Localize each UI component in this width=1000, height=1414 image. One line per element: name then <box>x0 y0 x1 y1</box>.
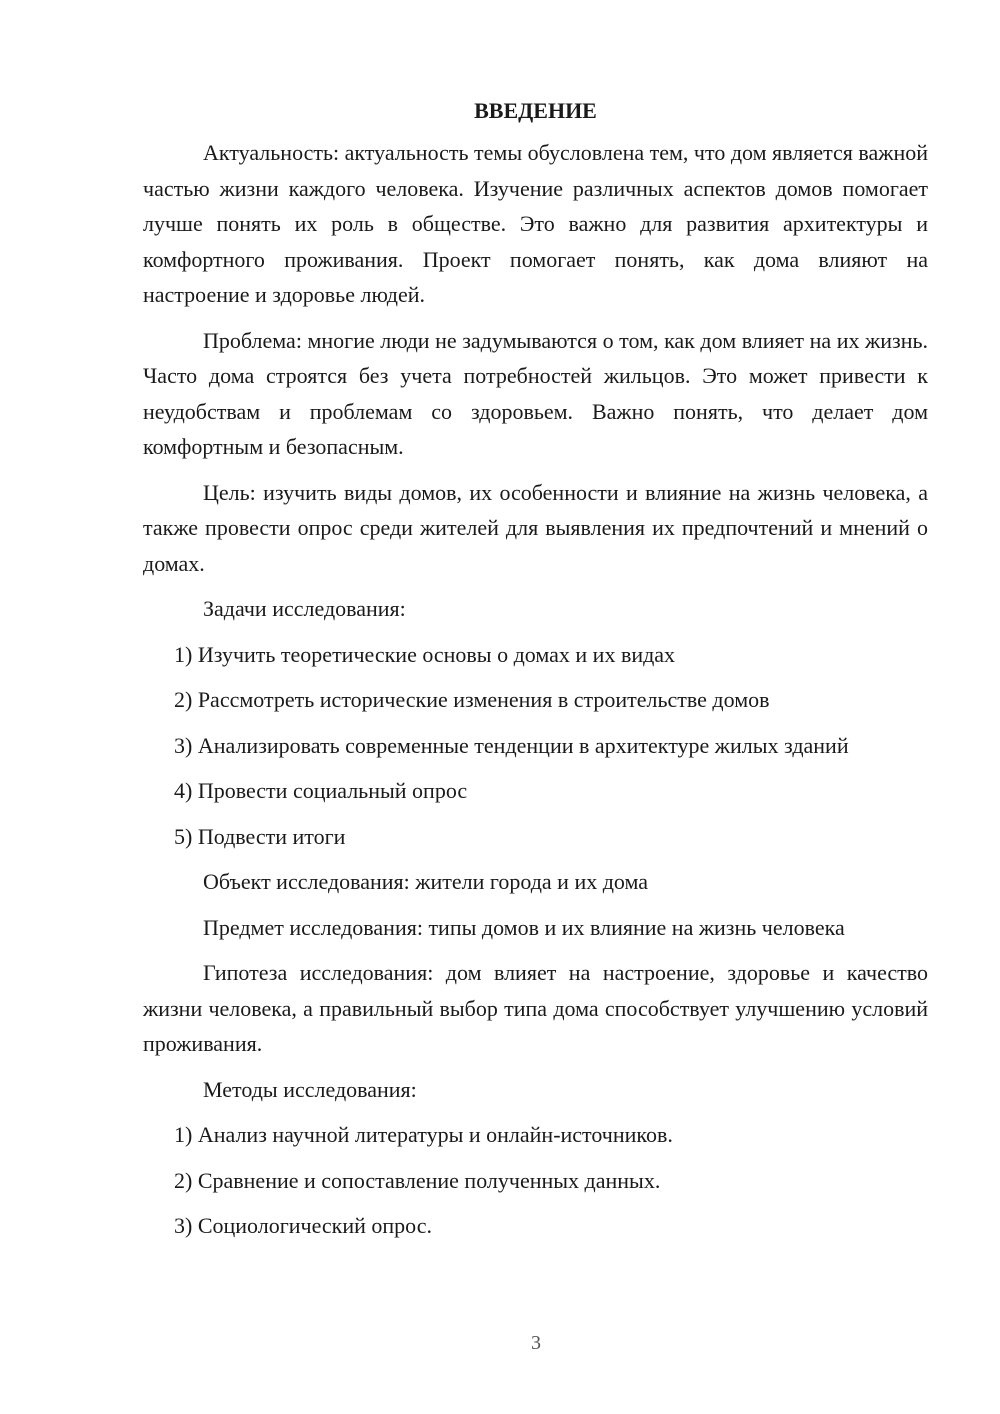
task-item: 1) Изучить теоретические основы о домах и их видах <box>174 641 676 667</box>
method-item: 2) Сравнение и сопоставление полученных данных. <box>174 1167 661 1193</box>
relevance-paragraph: Актуальность: актуальность темы обусловлена тем, что дом является важной частью жизни каждого человека. Изучение различных аспектов домов помогает лучше понять их роль в обществе. Это важно для развития архитектуры и комфортного проживания. Проект помогает понять, как дома влияют на настроение и здоровье людей. <box>143 140 928 307</box>
task-item: 5) Подвести итоги <box>174 823 346 849</box>
problem-paragraph: Проблема: многие люди не задумываются о том, как дом влияет на их жизнь. Часто дома строятся без учета потребностей жильцов. Это может привести к неудобствам и проблемам со здоровьем. Важно понять, что делает дом комфортным и безопасным. <box>143 327 928 459</box>
page-number: 3 <box>531 1332 541 1354</box>
subject-paragraph: Предмет исследования: типы домов и их влияние на жизнь человека <box>203 914 845 940</box>
tasks-heading: Задачи исследования: <box>203 596 406 621</box>
task-item: 2) Рассмотреть исторические изменения в строительстве домов <box>174 687 770 712</box>
task-item: 3) Анализировать современные тенденции в архитектуре жилых зданий <box>174 732 849 758</box>
method-item: 3) Социологический опрос. <box>174 1213 432 1238</box>
method-item: 1) Анализ научной литературы и онлайн-источников. <box>174 1122 673 1147</box>
object-paragraph: Объект исследования: жители города и их дома <box>203 869 649 894</box>
task-item: 4) Провести социальный опрос <box>174 778 468 803</box>
section-title: ВВЕДЕНИЕ <box>474 98 597 123</box>
methods-heading: Методы исследования: <box>203 1076 417 1102</box>
hypothesis-paragraph: Гипотеза исследования: дом влияет на настроение, здоровье и качество жизни человека, а правильный выбор типа дома способствует улучшению условий проживания. <box>143 960 928 1056</box>
document-body <box>143 96 928 1254</box>
goal-paragraph: Цель: изучить виды домов, их особенности и влияние на жизнь человека, а также провести опрос среди жителей для выявления их предпочтений и мнений о домах. <box>143 479 928 576</box>
